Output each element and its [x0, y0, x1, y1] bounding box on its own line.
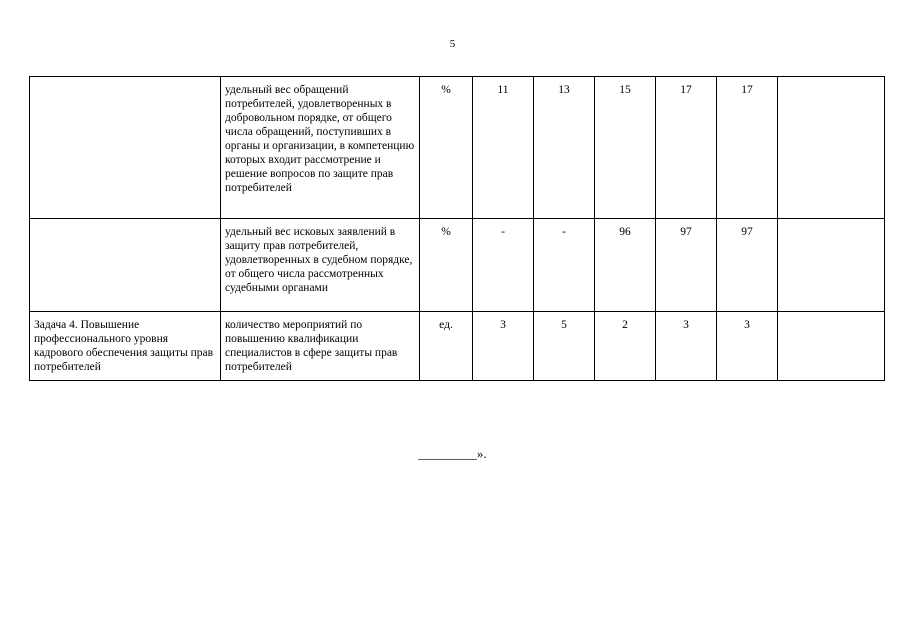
value-cell: 3 — [717, 312, 778, 381]
table-row — [30, 77, 885, 219]
indicator-cell: удельный вес обращений потребителей, удовлетворенных в добровольном порядке, от общего числа обращений, поступивших в органы и организации, в компетенцию которых входит рассмотрение и решение вопросов по защите прав потребителей — [221, 77, 420, 219]
value-cell: 97 — [656, 219, 717, 312]
value-cell: - — [534, 219, 595, 312]
value-cell: 2 — [595, 312, 656, 381]
indicator-cell: количество мероприятий по повышению квалификации специалистов в сфере защиты прав потребителей — [221, 312, 420, 381]
value-cell: - — [473, 219, 534, 312]
value-cell: 11 — [473, 77, 534, 219]
task-cell — [30, 77, 221, 219]
indicators-table — [29, 76, 885, 381]
closing-mark: _________». — [418, 446, 487, 461]
value-cell: 97 — [717, 219, 778, 312]
value-cell: 3 — [656, 312, 717, 381]
note-cell — [778, 219, 885, 312]
indicator-cell: удельный вес исковых заявлений в защиту прав потребителей, удовлетворенных в судебном порядке, от общего числа рассмотренных судебными органами — [221, 219, 420, 312]
value-cell: 17 — [656, 77, 717, 219]
page-number: 5 — [449, 38, 456, 50]
unit-cell: % — [420, 77, 473, 219]
value-cell: 13 — [534, 77, 595, 219]
task-cell — [30, 219, 221, 312]
value-cell: 15 — [595, 77, 656, 219]
table-row — [30, 312, 885, 381]
value-cell: 5 — [534, 312, 595, 381]
table-row — [30, 219, 885, 312]
note-cell — [778, 312, 885, 381]
value-cell: 3 — [473, 312, 534, 381]
unit-cell: ед. — [420, 312, 473, 381]
value-cell: 96 — [595, 219, 656, 312]
task-cell: Задача 4. Повышение профессионального уровня кадрового обеспечения защиты прав потребителей — [30, 312, 221, 381]
unit-cell: % — [420, 219, 473, 312]
note-cell — [778, 77, 885, 219]
value-cell: 17 — [717, 77, 778, 219]
